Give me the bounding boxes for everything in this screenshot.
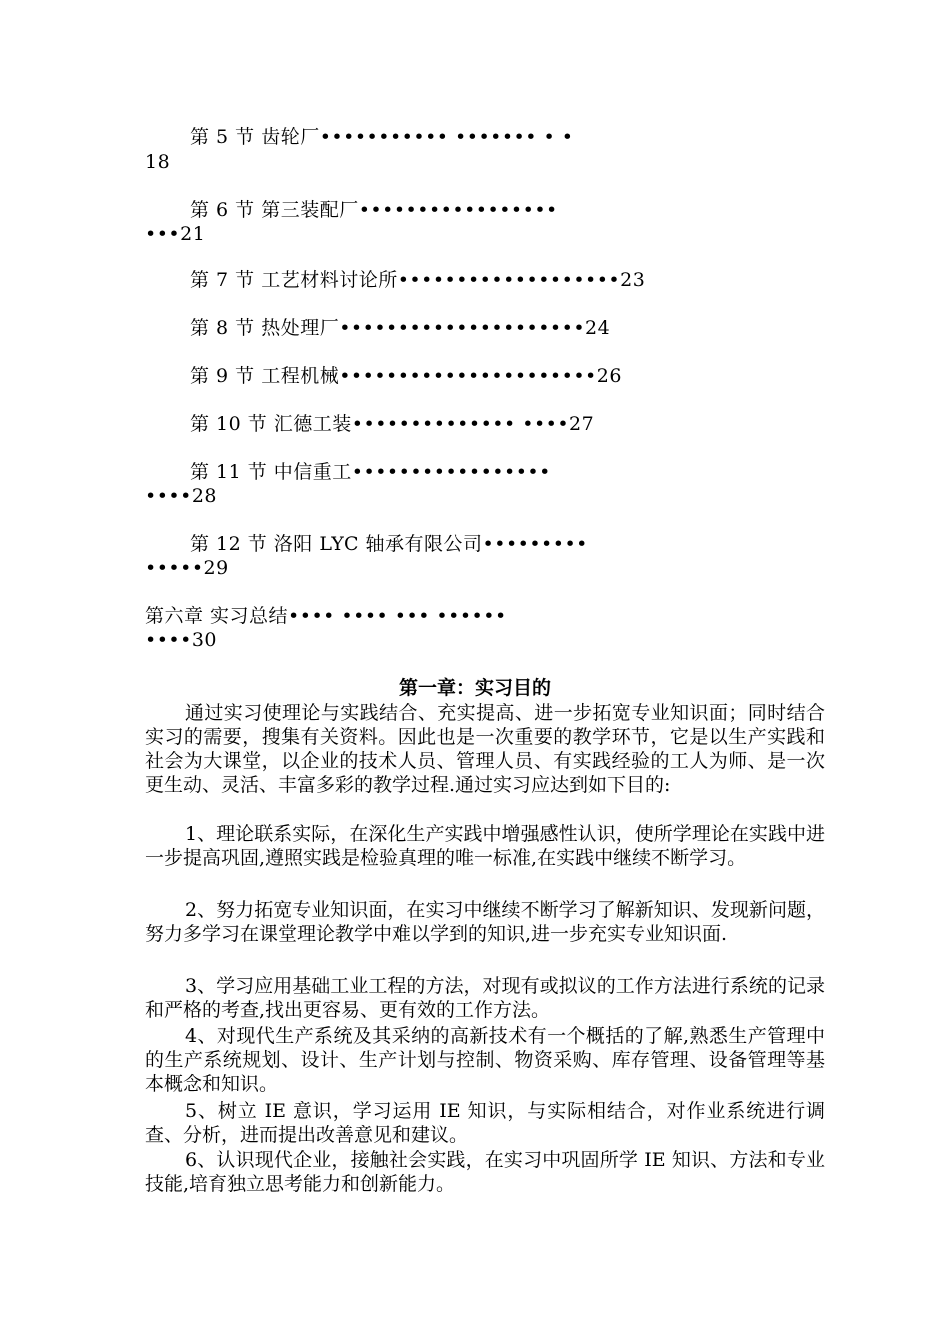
toc-entry-6-page: •••21 bbox=[145, 223, 206, 245]
toc-chapter-6-line1: 第六章 实习总结•••• •••• ••• •••••• bbox=[145, 605, 507, 627]
paragraph-goal-2: 2、努力拓宽专业知识面，在实习中继续不断学习了解新知识、发现新问题，努力多学习在课堂理论教学中难以学到的知识,进一步充实专业知识面. bbox=[145, 899, 825, 945]
paragraph-intro: 通过实习使理论与实践结合、充实提高、进一步拓宽专业知识面；同时结合实习的需要，搜集有关资料。因此也是一次重要的教学环节，它是以生产实践和社会为大课堂，以企业的技术人员、管理人员、有实践经验的工人为师、是一次更生动、灵活、丰富多彩的教学过程.通过实习应达到如下目的: bbox=[145, 702, 825, 796]
toc-entry-12-page: •••••29 bbox=[145, 557, 229, 579]
toc-entry-6-line1: 第 6 节 第三装配厂••••••••••••••••• bbox=[190, 199, 558, 221]
paragraph-goal-6: 6、认识现代企业，接触社会实践，在实习中巩固所学 IE 知识、方法和专业技能,培育独立思考能力和创新能力。 bbox=[145, 1149, 825, 1195]
toc-entry-12-line1: 第 12 节 洛阳 LYC 轴承有限公司••••••••• bbox=[190, 533, 588, 555]
toc-entry-11-page: ••••28 bbox=[145, 485, 218, 507]
toc-entry-5-line1: 第 5 节 齿轮厂••••••••••• ••••••• • • bbox=[190, 126, 574, 148]
paragraph-goal-5: 5、树立 IE 意识，学习运用 IE 知识，与实际相结合，对作业系统进行调查、分析，进而提出改善意见和建议。 bbox=[145, 1100, 825, 1146]
toc-entry-8: 第 8 节 热处理厂•••••••••••••••••••••24 bbox=[190, 317, 611, 339]
toc-entry-10: 第 10 节 汇德工装•••••••••••••• ••••27 bbox=[190, 413, 595, 435]
toc-entry-9: 第 9 节 工程机械••••••••••••••••••••••26 bbox=[190, 365, 622, 387]
toc-chapter-6-page: ••••30 bbox=[145, 629, 218, 651]
toc-entry-7: 第 7 节 工艺材料讨论所•••••••••••••••••••23 bbox=[190, 269, 646, 291]
paragraph-goal-1: 1、理论联系实际，在深化生产实践中增强感性认识，使所学理论在实践中进一步提高巩固,遵照实践是检验真理的唯一标准,在实践中继续不断学习。 bbox=[145, 823, 825, 869]
paragraph-goal-4: 4、对现代生产系统及其采纳的高新技术有一个概括的了解,熟悉生产管理中的生产系统规划、设计、生产计划与控制、物资采购、库存管理、设备管理等基本概念和知识。 bbox=[145, 1025, 825, 1095]
chapter-title: 第一章：实习目的 bbox=[398, 677, 551, 699]
paragraph-goal-3: 3、学习应用基础工业工程的方法，对现有或拟议的工作方法进行系统的记录和严格的考查,找出更容易、更有效的工作方法。 bbox=[145, 975, 825, 1021]
toc-entry-11-line1: 第 11 节 中信重工••••••••••••••••• bbox=[190, 461, 551, 483]
toc-entry-5-page: 18 bbox=[145, 151, 171, 173]
